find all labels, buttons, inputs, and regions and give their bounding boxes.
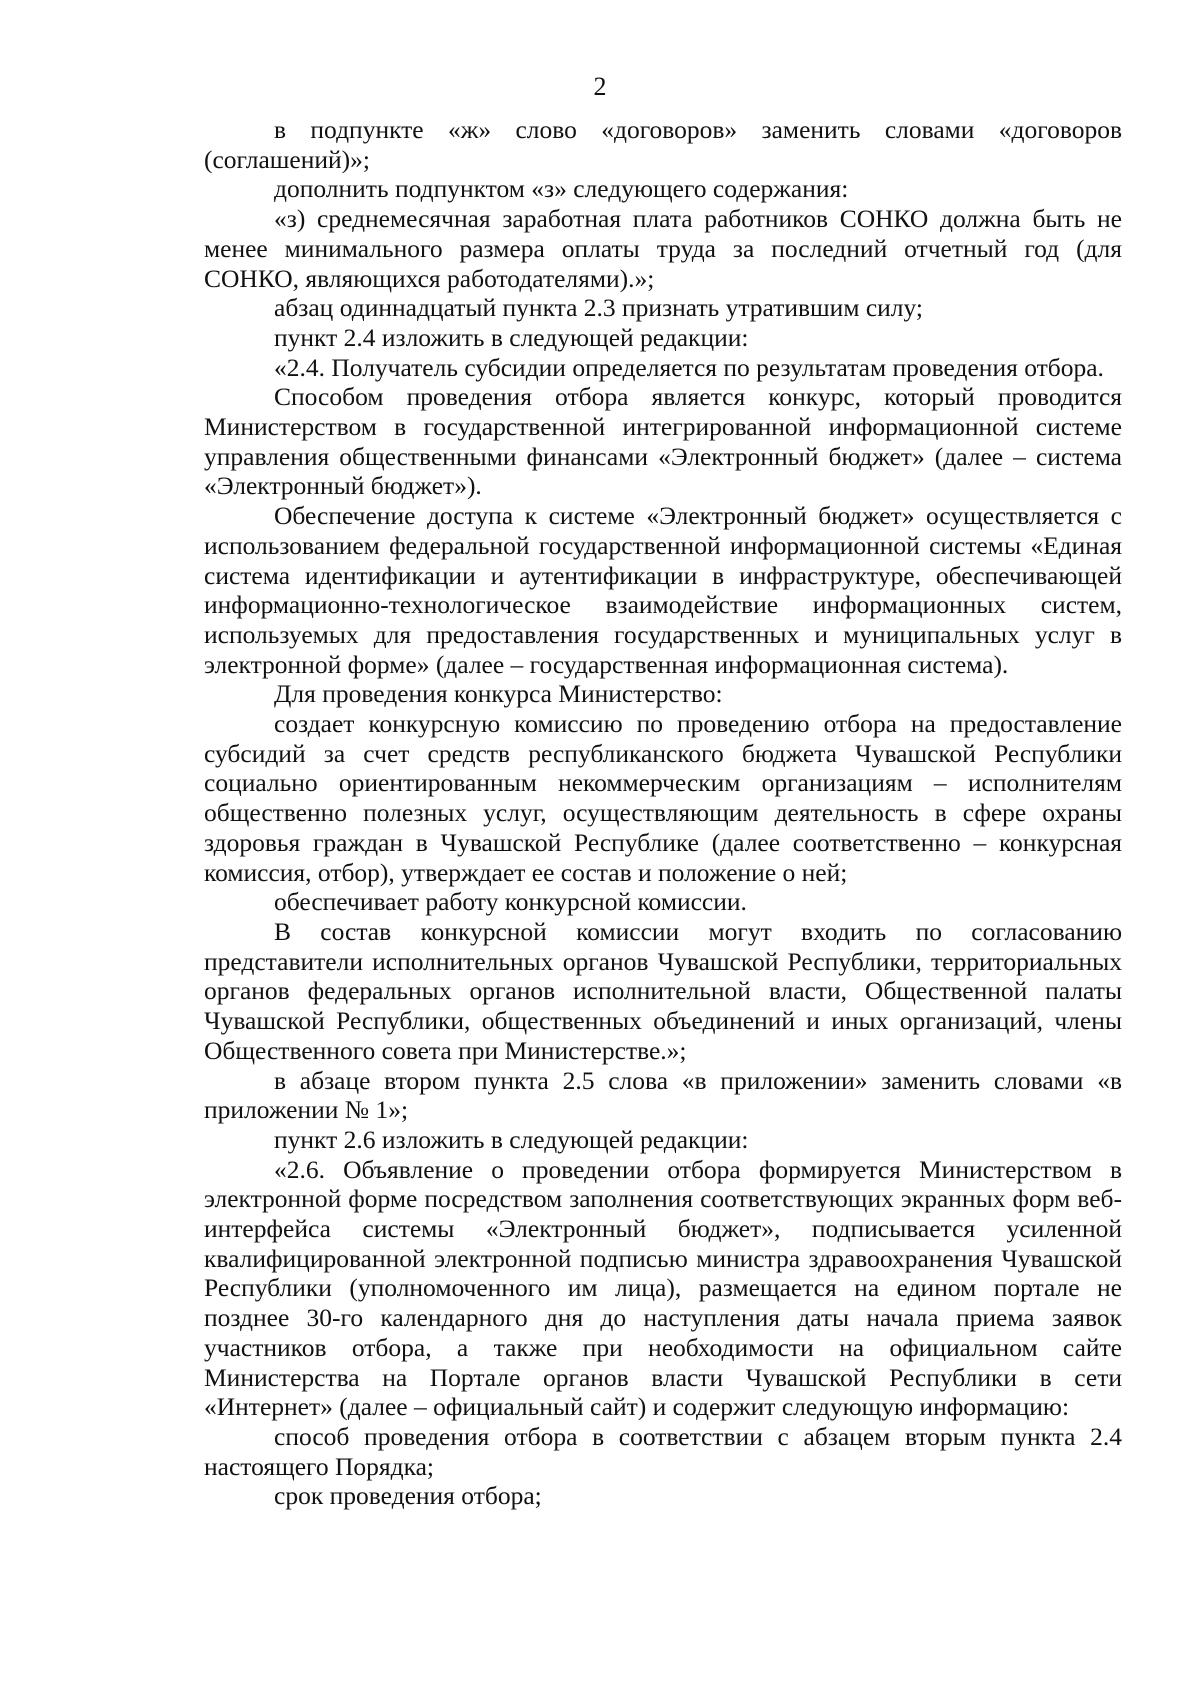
paragraph: создает конкурсную комиссию по проведению отбора на предоставление субсидий за счет средств республиканского бюджета Чувашской Республики социально ориентированным некоммерческим организациям – исполнителям общественно полезных услуг, осуществляющим деятельность в сфере охраны здоровья граждан в Чувашской Республике (далее соответственно – конкурсная комиссия, отбор), утверждает ее состав и положение о ней; [204,709,1122,887]
document-body [204,115,1122,1511]
paragraph: пункт 2.6 изложить в следующей редакции: [274,1124,749,1154]
paragraph: Для проведения конкурса Министерство: [274,679,723,709]
paragraph: способ проведения отбора в соответствии с абзацем вторым пункта 2.4 настоящего Порядка; [204,1421,1122,1481]
paragraph: в абзаце втором пункта 2.5 слова «в приложении» заменить словами «в приложении № 1»; [204,1065,1122,1125]
paragraph: Обеспечение доступа к системе «Электронный бюджет» осуществляется с использованием федеральной государственной информационной системы «Единая система идентификации и аутентификации в инфраструктуре, обеспечивающей информационно-технологическое взаимодействие информационных систем, используемых для предоставления государственных и муниципальных услуг в электронной форме» (далее – государственная информационная система). [204,501,1122,679]
paragraph: «2.6. Объявление о проведении отбора формируется Министерством в электронной форме посредством заполнения соответствующих экранных форм веб-интерфейса системы «Электронный бюджет», подписывается усиленной квалифицированной электронной подписью министра здравоохранения Чувашской Республики (уполномоченного им лица), размещается на едином портале не позднее 30-го календарного дня до наступления даты начала приема заявок участников отбора, а также при необходимости на официальном сайте Министерства на Портале органов власти Чувашской Республики в сети «Интернет» (далее – официальный сайт) и содержит следующую информацию: [204,1154,1122,1422]
paragraph: пункт 2.4 изложить в следующей редакции: [274,322,749,352]
paragraph: в подпункте «ж» слово «договоров» заменить словами «договоров (соглашений)»; [204,115,1122,174]
paragraph: «з) среднемесячная заработная плата работников СОНКО должна быть не менее минимального размера оплаты труда за последний отчетный год (для СОНКО, являющихся работодателями).»; [204,204,1122,293]
paragraph: обеспечивает работу конкурсной комиссии. [274,887,747,917]
paragraph: Способом проведения отбора является конкурс, который проводится Министерством в государственной интегрированной информационной системе управления общественными финансами «Электронный бюджет» (далее – система «Электронный бюджет»). [204,382,1122,501]
paragraph: дополнить подпунктом «з» следующего содержания: [274,174,849,204]
paragraph: «2.4. Получатель субсидии определяется по результатам проведения отбора. [274,352,1104,382]
paragraph: В состав конкурсной комиссии могут входить по согласованию представители исполнительных органов Чувашской Республики, территориальных органов федеральных органов исполнительной власти, Общественной палаты Чувашской Республики, общественных объединений и иных организаций, члены Общественного совета при Министерстве.»; [204,916,1122,1065]
paragraph: срок проведения отбора; [274,1481,542,1511]
paragraph: абзац одиннадцатый пункта 2.3 признать утратившим силу; [274,293,924,323]
page-number: 2 [593,72,607,101]
